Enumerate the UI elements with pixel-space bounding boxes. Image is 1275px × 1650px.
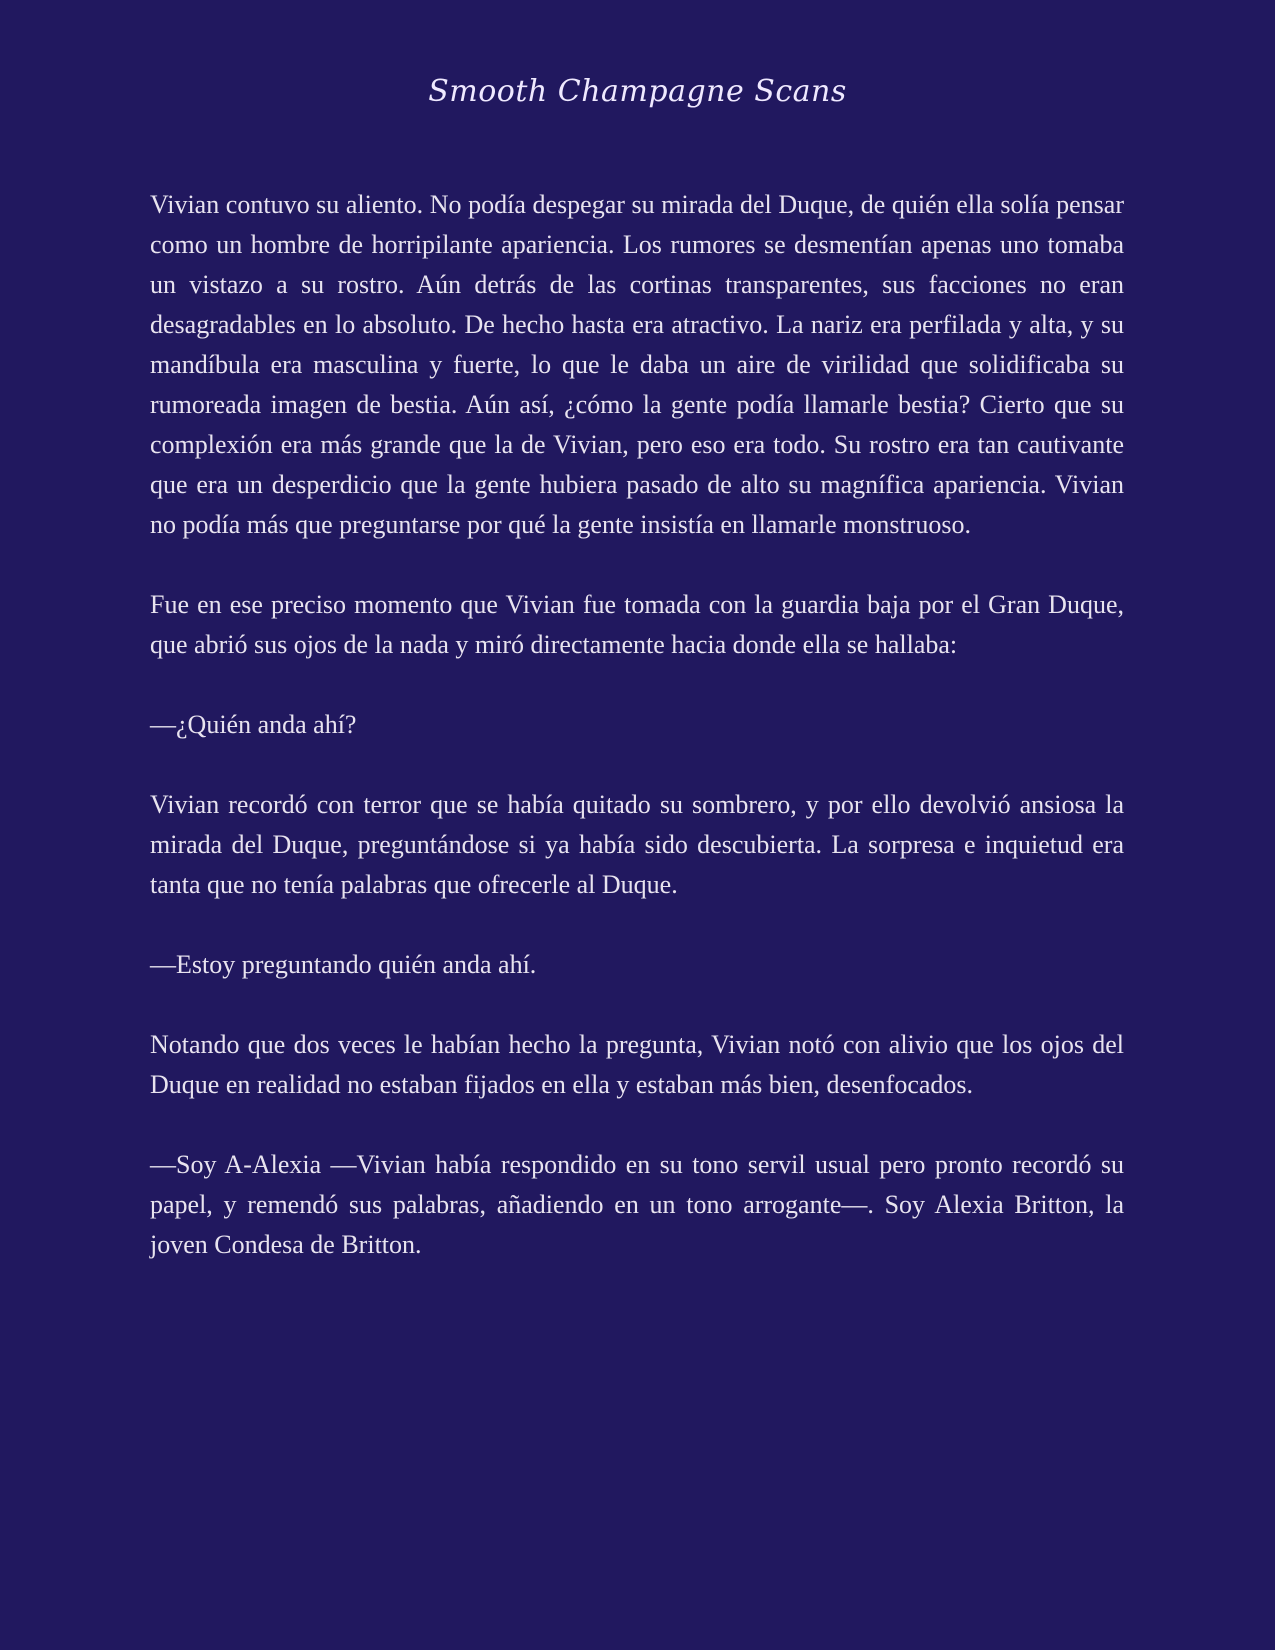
dialogue-3: —Soy A-Alexia —Vivian había respondido en su tono servil usual pero pronto recordó su papel, y remendó sus palabras, añadiendo en un tono arrogante—. Soy Alexia Britton, la joven Condesa de Britton.	[150, 1150, 1124, 1259]
paragraph-1: Vivian contuvo su aliento. No podía despegar su mirada del Duque, de quién ella solía pensar como un hombre de horripilante apariencia. Los rumores se desmentían apenas uno tomaba un vistazo a su rostro. Aún detrás de las cortinas transparentes, sus facciones no eran desagradables en lo absoluto. De hecho hasta era atractivo. La nariz era perfilada y alta, y su mandíbula era masculina y fuerte, lo que le daba un aire de virilidad que solidificaba su rumoreada imagen de bestia. Aún así, ¿cómo la gente podía llamarle bestia? Cierto que su complexión era más grande que la de Vivian, pero eso era todo. Su rostro era tan cautivante que era un desperdicio que la gente hubiera pasado de alto su magnífica apariencia. Vivian no podía más que preguntarse por qué la gente insistía en llamarle monstruoso.	[150, 190, 1124, 539]
paragraph-3: Vivian recordó con terror que se había quitado su sombrero, y por ello devolvió ansiosa la mirada del Duque, preguntándose si ya había sido descubierta. La sorpresa e inquietud era tanta que no tenía palabras que ofrecerle al Duque.	[150, 790, 1124, 899]
dialogue-1: —¿Quién anda ahí?	[150, 710, 357, 739]
story-text	[150, 185, 1124, 1305]
dialogue-2: —Estoy preguntando quién anda ahí.	[150, 950, 537, 979]
paragraph-2: Fue en ese preciso momento que Vivian fue tomada con la guardia baja por el Gran Duque, que abrió sus ojos de la nada y miró directamente hacia donde ella se hallaba:	[150, 590, 1124, 659]
paragraph-4: Notando que dos veces le habían hecho la pregunta, Vivian notó con alivio que los ojos del Duque en realidad no estaban fijados en ella y estaban más bien, desenfocados.	[150, 1030, 1124, 1099]
scanlation-group-title: Smooth Champagne Scans	[428, 74, 847, 109]
